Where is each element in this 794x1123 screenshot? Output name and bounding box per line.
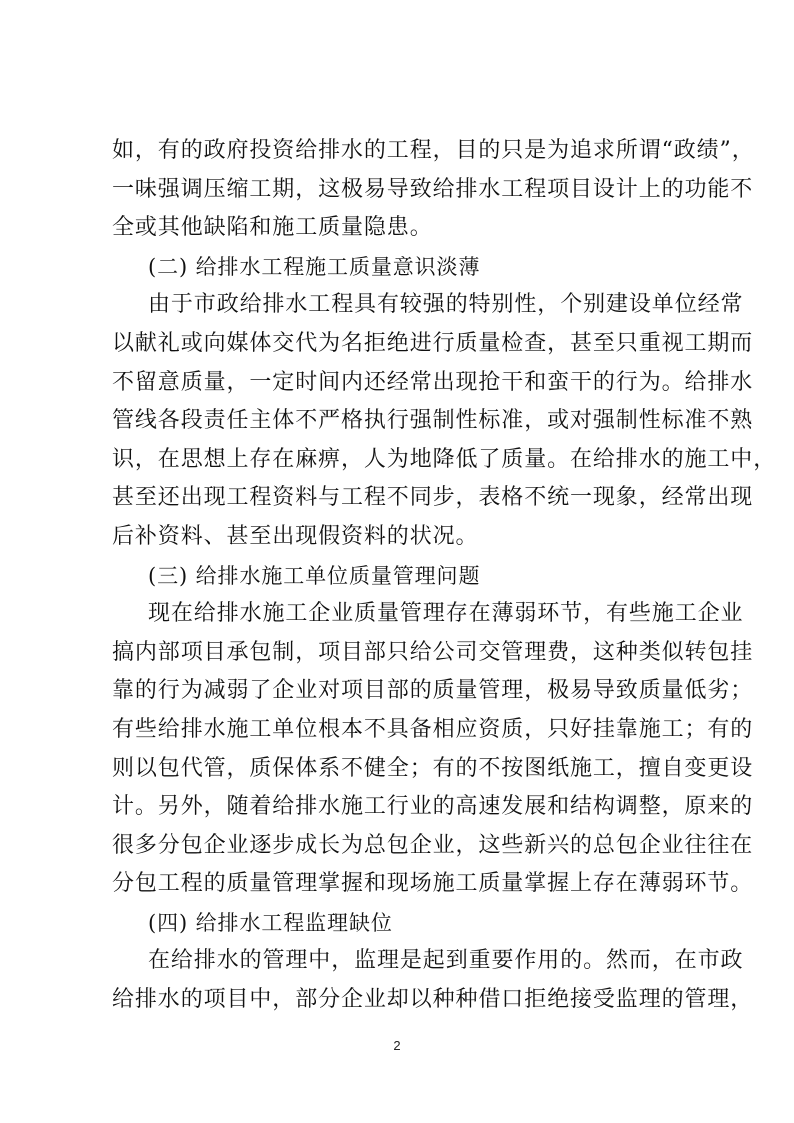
text-line: 分包工程的质量管理掌握和现场施工质量掌握上存在薄弱环节。 — [112, 871, 754, 897]
text-line: 靠的行为减弱了企业对项目部的质量管理，极易导致质量低劣； — [112, 678, 754, 704]
text-line: 后补资料、甚至出现假资料的状况。 — [112, 523, 479, 549]
text-line: 给排水的项目中，部分企业却以种种借口拒绝接受监理的管理， — [112, 987, 754, 1013]
text-line: 如，有的政府投资给排水的工程，目的只是为追求所谓“政绩”， — [112, 138, 755, 163]
text-line: 有些给排水施工单位根本不具备相应资质，只好挂靠施工；有的 — [112, 716, 754, 742]
text-line: 现在给排水施工企业质量管理存在薄弱环节，有些施工企业 — [148, 601, 744, 627]
text-line: 一味强调压缩工期，这极易导致给排水工程项目设计上的功能不 — [112, 176, 754, 202]
text-line: 甚至还出现工程资料与工程不同步，表格不统一现象，经常出现 — [112, 485, 754, 511]
text-line: 在给排水的管理中，监理是起到重要作用的。然而，在市政 — [148, 948, 744, 974]
text-line: 搞内部项目承包制，项目部只给公司交管理费，这种类似转包挂 — [112, 639, 754, 665]
text-line: 由于市政给排水工程具有较强的特别性，个别建设单位经常 — [148, 292, 744, 318]
text-line: 不留意质量，一定时间内还经常出现抢干和蛮干的行为。给排水 — [112, 369, 754, 395]
section-heading: (二) 给排水工程施工质量意识淡薄 — [148, 254, 481, 279]
section-heading: (三) 给排水施工单位质量管理问题 — [148, 563, 481, 588]
text-line: 以献礼或向媒体交代为名拒绝进行质量检查，甚至只重视工期而 — [112, 330, 754, 356]
text-line: 则以包代管，质保体系不健全；有的不按图纸施工，擅自变更设 — [112, 755, 754, 781]
text-line: 全或其他缺陷和施工质量隐患。 — [112, 215, 433, 241]
text-line: 计。另外，随着给排水施工行业的高速发展和结构调整，原来的 — [112, 794, 754, 820]
body-text — [112, 132, 777, 1020]
text-line: 很多分包企业逐步成长为总包企业，这些新兴的总包企业往往在 — [112, 832, 754, 858]
text-line: 识，在思想上存在麻痹，人为地降低了质量。在给排水的施工中， — [112, 446, 777, 472]
page-number: 2 — [393, 1038, 401, 1053]
text-line: 管线各段责任主体不严格执行强制性标准，或对强制性标准不熟 — [112, 408, 754, 434]
section-heading: (四) 给排水工程监理缺位 — [148, 910, 393, 935]
